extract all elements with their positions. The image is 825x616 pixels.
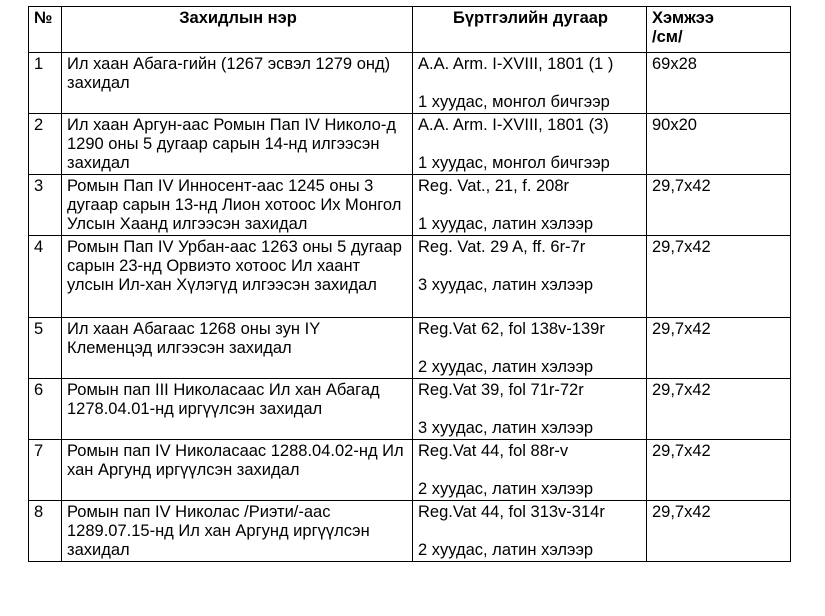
letter-name: Ромын Пап IV Иннoсент-аас 1245 оны 3 дугаар сарын 13-нд Лион хотоос Их Монгол Улсын Хаанд илгээсэн захидал xyxy=(62,175,413,236)
letter-name: Ил хаан Абагаас 1268 оны зун IY Клеменцэд илгээсэн захидал xyxy=(62,318,413,379)
registration-cell xyxy=(413,501,647,562)
table-row xyxy=(29,318,791,379)
row-number: 5 xyxy=(29,318,62,379)
table-row xyxy=(29,114,791,175)
letter-name: Ромын пап III Николасаас Ил хан Абагад 1278.04.01-нд иргүүлсэн захидал xyxy=(62,379,413,440)
page-count-language: 1 хуудас, латин хэлээр xyxy=(418,215,594,233)
letter-name: Ил хаан Абага-гийн (1267 эсвэл 1279 онд) захидал xyxy=(62,53,413,114)
row-number: 4 xyxy=(29,236,62,318)
registration-cell xyxy=(413,379,647,440)
letter-size: 29,7x42 xyxy=(647,379,791,440)
registration-number: A.A. Arm. I-XVIII, 1801 (3) xyxy=(418,116,609,134)
page-count-language: 1 хуудас, монгол бичгээр xyxy=(418,154,610,172)
row-number: 7 xyxy=(29,440,62,501)
registration-number: Reg.Vat 39, fol 71r-72r xyxy=(418,381,584,399)
row-number: 2 xyxy=(29,114,62,175)
letter-size: 29,7x42 xyxy=(647,175,791,236)
letter-name: Ромын Пап IV Урбан-аас 1263 оны 5 дугаар сарын 23-нд Орвиэто хотоос Ил хаант улсын Ил-хан Хүлэгүд илгээсэн захидал xyxy=(62,236,413,318)
header-registration-number: Бүртгэлийн дугаар xyxy=(413,7,647,53)
letter-size: 29,7x42 xyxy=(647,318,791,379)
header-size-line1: Хэмжээ xyxy=(652,9,715,27)
registration-number: Reg.Vat 62, fol 138v-139r xyxy=(418,320,605,338)
registration-cell xyxy=(413,318,647,379)
header-size xyxy=(647,7,791,53)
letter-name: Ил хаан Аргун-аас Ромын Пап IV Николо-д 1290 оны 5 дугаар сарын 14-нд илгээсэн захидал xyxy=(62,114,413,175)
row-number: 6 xyxy=(29,379,62,440)
header-size-line2: /см/ xyxy=(652,28,683,46)
table-row xyxy=(29,53,791,114)
table-row xyxy=(29,440,791,501)
table-row xyxy=(29,379,791,440)
row-number: 8 xyxy=(29,501,62,562)
registration-cell xyxy=(413,175,647,236)
letters-table xyxy=(28,6,791,562)
registration-cell xyxy=(413,114,647,175)
registration-number: Reg. Vat. 29 A, ff. 6r-7r xyxy=(418,238,586,256)
table-header-row xyxy=(29,7,791,53)
header-letter-name: Захидлын нэр xyxy=(62,7,413,53)
row-number: 3 xyxy=(29,175,62,236)
letter-size: 69x28 xyxy=(647,53,791,114)
letter-size: 90x20 xyxy=(647,114,791,175)
table-row xyxy=(29,501,791,562)
table-row xyxy=(29,175,791,236)
letter-name: Ромын пап IV Николасаас 1288.04.02-нд Ил хан Аргунд иргүүлсэн захидал xyxy=(62,440,413,501)
page-count-language: 1 хуудас, монгол бичгээр xyxy=(418,93,610,111)
registration-number: Reg. Vat., 21, f. 208r xyxy=(418,177,570,195)
registration-number: Reg.Vat 44, fol 88r-v xyxy=(418,442,569,460)
page-count-language: 2 хуудас, латин хэлээр xyxy=(418,358,594,376)
registration-cell xyxy=(413,53,647,114)
table-row xyxy=(29,236,791,318)
letter-name: Ромын пап IV Николас /Риэти/-аас 1289.07.15-нд Ил хан Аргунд иргүүлсэн захидал xyxy=(62,501,413,562)
page-count-language: 2 хуудас, латин хэлээр xyxy=(418,541,594,559)
header-number: № xyxy=(29,7,62,53)
letter-size: 29,7x42 xyxy=(647,501,791,562)
registration-cell xyxy=(413,236,647,318)
registration-number: A.A. Arm. I-XVIII, 1801 (1 ) xyxy=(418,55,614,73)
page-count-language: 3 хуудас, латин хэлээр xyxy=(418,276,594,294)
letter-size: 29,7x42 xyxy=(647,236,791,318)
page-count-language: 2 хуудас, латин хэлээр xyxy=(418,480,594,498)
letter-size: 29,7x42 xyxy=(647,440,791,501)
page-count-language: 3 хуудас, латин хэлээр xyxy=(418,419,594,437)
row-number: 1 xyxy=(29,53,62,114)
registration-number: Reg.Vat 44, fol 313v-314r xyxy=(418,503,605,521)
registration-cell xyxy=(413,440,647,501)
